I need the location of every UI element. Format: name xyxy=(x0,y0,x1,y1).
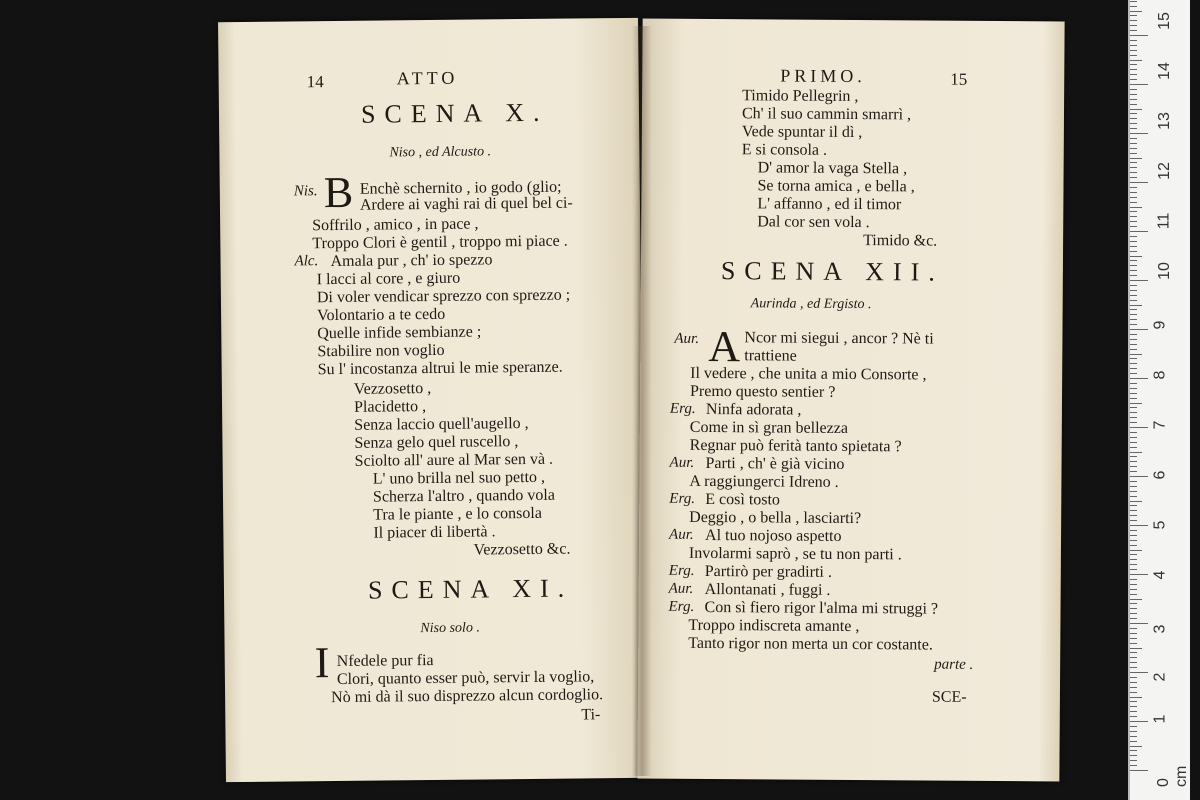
ruler-tick xyxy=(1130,403,1142,404)
ruler-tick xyxy=(1130,579,1137,580)
ruler-tick xyxy=(1130,417,1137,418)
ruler-tick xyxy=(1130,525,1148,526)
ruler-tick xyxy=(1130,30,1137,31)
ruler-tick xyxy=(1130,89,1137,90)
ruler-tick xyxy=(1130,589,1137,590)
ruler-label: 11 xyxy=(1155,212,1173,230)
verse-line: Nò mi dà il suo disprezzo alcun cordoglio. xyxy=(331,686,604,707)
ruler-tick xyxy=(1130,207,1142,208)
ruler-tick xyxy=(1130,711,1137,712)
verse-line: Premo questo sentier ? xyxy=(689,382,836,401)
ruler-tick xyxy=(1130,633,1137,634)
ruler-tick xyxy=(1130,363,1137,364)
verse-line: Ncor mi siegui , ancor ? Nè ti xyxy=(744,329,934,348)
ruler-tick xyxy=(1130,133,1148,134)
ruler-tick xyxy=(1130,270,1137,271)
verse-line: Soffrilo , amico , in pace , xyxy=(312,215,479,235)
ruler-tick xyxy=(1130,496,1137,497)
ruler-tick xyxy=(1130,569,1137,570)
ruler-tick xyxy=(1130,123,1137,124)
ruler-tick xyxy=(1130,540,1137,541)
verse-line: Volontario a te cedo xyxy=(317,305,446,325)
verse-line: Su l' incostanza altrui le mie speranze. xyxy=(317,358,563,379)
ruler-tick xyxy=(1130,55,1137,56)
ruler-tick xyxy=(1130,290,1137,291)
ruler-tick xyxy=(1130,221,1137,222)
ruler-tick xyxy=(1130,731,1137,732)
verse-line: Troppo Clori è gentil , troppo mi piace . xyxy=(312,232,568,253)
verse-line: Regnar può ferità tanto spietata ? xyxy=(689,436,902,456)
verse-line: Il piacer di libertà . xyxy=(373,523,496,542)
scene-title: SCENA XI. xyxy=(367,573,574,605)
scene-characters: Niso , ed Alcusto . xyxy=(389,144,492,161)
drop-cap: B xyxy=(323,167,354,218)
ruler-tick xyxy=(1130,755,1137,756)
ruler-tick xyxy=(1130,432,1137,433)
ruler-label: 12 xyxy=(1155,162,1173,180)
ruler-tick xyxy=(1130,358,1137,359)
verse-line: Partirò per gradirti . xyxy=(704,562,832,581)
ruler-tick xyxy=(1130,550,1142,551)
ruler-tick xyxy=(1130,280,1148,281)
verse-line: Involarmi saprò , se tu non parti . xyxy=(688,544,902,564)
catchword: Ti- xyxy=(581,706,601,724)
ruler-tick xyxy=(1130,657,1137,658)
ruler-tick xyxy=(1130,422,1137,423)
ruler-tick xyxy=(1130,40,1137,41)
ruler-tick xyxy=(1130,20,1137,21)
ruler-tick xyxy=(1130,295,1137,296)
ruler-tick xyxy=(1130,69,1137,70)
ruler-tick xyxy=(1130,324,1137,325)
ruler-tick xyxy=(1130,623,1148,624)
ruler-tick xyxy=(1130,226,1137,227)
ruler-tick xyxy=(1130,594,1137,595)
ruler-tick xyxy=(1130,50,1137,51)
ruler-tick xyxy=(1130,643,1137,644)
ruler-tick xyxy=(1130,672,1148,673)
ruler-label: 13 xyxy=(1155,112,1173,130)
ruler-tick xyxy=(1130,476,1148,477)
ruler-tick xyxy=(1130,501,1142,502)
verse-line: Clori, quanto esser può, servir la voglio, xyxy=(336,668,595,689)
speaker-label: Aur. xyxy=(668,526,694,543)
ruler-tick xyxy=(1130,746,1142,747)
ruler-tick xyxy=(1130,329,1148,330)
ruler-tick xyxy=(1130,300,1137,301)
ruler-label: 1 xyxy=(1151,714,1169,724)
ruler-tick xyxy=(1130,74,1137,75)
ruler-tick xyxy=(1130,412,1137,413)
ruler-tick xyxy=(1130,256,1142,257)
ruler-tick xyxy=(1130,559,1137,560)
ruler-tick xyxy=(1130,564,1137,565)
ruler-tick xyxy=(1130,368,1137,369)
verse-line: Nfedele pur fia xyxy=(336,651,434,671)
verse-line: Ninfa adorata , xyxy=(705,400,802,419)
ruler-tick xyxy=(1130,148,1137,149)
verse-line: Placidetto , xyxy=(353,398,427,416)
ruler-tick xyxy=(1130,393,1137,394)
page-number: 15 xyxy=(950,69,968,89)
ruler-tick xyxy=(1130,373,1137,374)
ruler-tick xyxy=(1130,505,1137,506)
ruler-tick xyxy=(1130,143,1137,144)
ruler-tick xyxy=(1130,128,1137,129)
stage-direction: parte . xyxy=(934,656,974,673)
verse-line: Senza gelo quel ruscello , xyxy=(354,433,519,452)
ruler-tick xyxy=(1130,427,1148,428)
verse-line: Senza laccio quell'augello , xyxy=(354,414,529,434)
ruler-tick xyxy=(1130,677,1137,678)
scene-characters: Aurinda , ed Ergisto . xyxy=(750,296,872,313)
verse-line: A raggiungerci Idreno . xyxy=(689,472,839,491)
verse-line: Quelle infide sembianze ; xyxy=(317,323,482,343)
ruler-tick xyxy=(1130,736,1137,737)
ruler-tick xyxy=(1130,260,1137,261)
ruler-tick xyxy=(1130,741,1137,742)
ruler-tick xyxy=(1130,109,1142,110)
ruler-tick xyxy=(1130,197,1137,198)
speaker-label: Nis. xyxy=(293,183,318,200)
ruler-tick xyxy=(1130,25,1137,26)
ruler-tick xyxy=(1130,692,1137,693)
verse-line: Vezzosetto &c. xyxy=(473,540,571,559)
ruler-tick xyxy=(1130,15,1137,16)
right-page xyxy=(637,19,1064,782)
ruler-tick xyxy=(1130,113,1137,114)
ruler-tick xyxy=(1130,554,1137,555)
ruler-tick xyxy=(1130,216,1137,217)
ruler-tick xyxy=(1130,246,1137,247)
ruler-tick xyxy=(1130,378,1148,379)
ruler-tick xyxy=(1130,648,1142,649)
ruler-tick xyxy=(1130,354,1142,355)
ruler-label: 15 xyxy=(1155,12,1173,30)
ruler-tick xyxy=(1130,442,1137,443)
ruler-label: 2 xyxy=(1151,672,1169,682)
scene-title: SCENA X. xyxy=(360,97,549,129)
ruler-tick xyxy=(1130,603,1137,604)
ruler-tick xyxy=(1130,202,1137,203)
ruler-label: 8 xyxy=(1151,370,1169,380)
ruler-tick xyxy=(1130,251,1137,252)
ruler-tick xyxy=(1130,515,1137,516)
ruler-tick xyxy=(1130,167,1137,168)
ruler-tick xyxy=(1130,275,1137,276)
ruler-tick xyxy=(1130,45,1137,46)
verse-line: Timido &c. xyxy=(863,232,938,250)
ruler-tick xyxy=(1130,750,1137,751)
ruler-tick xyxy=(1130,697,1142,698)
verse-line: Deggio , o bella , lasciarti? xyxy=(689,508,862,528)
verse-line: Tra le piante , e lo consola xyxy=(373,504,542,524)
open-book xyxy=(222,20,1062,780)
ruler-tick xyxy=(1130,182,1148,183)
verse-line: Se torna amica , e bella , xyxy=(757,177,915,196)
verse-line: Tanto rigor non merta un cor costante. xyxy=(688,634,933,654)
verse-line: Timido Pellegrin , xyxy=(742,87,859,106)
speaker-label: Alc. xyxy=(294,253,319,270)
ruler-tick xyxy=(1130,158,1142,159)
ruler-tick xyxy=(1130,265,1137,266)
speaker-label: Erg. xyxy=(669,400,696,417)
speaker-label: Erg. xyxy=(668,562,695,579)
verse-line: Scherza l'altro , quando vola xyxy=(372,486,556,506)
page-number: 14 xyxy=(306,72,324,92)
ruler-tick xyxy=(1130,706,1137,707)
ruler-tick xyxy=(1130,530,1137,531)
verse-line: Amala pur , ch' io spezzo xyxy=(330,251,493,271)
ruler-tick xyxy=(1130,35,1148,36)
verse-line: Dal cor sen vola . xyxy=(757,213,870,232)
verse-line: Con sì fiero rigor l'alma mi struggi ? xyxy=(704,598,939,618)
ruler-tick xyxy=(1130,388,1137,389)
verse-line: Allontanati , fuggi . xyxy=(704,580,831,599)
ruler-tick xyxy=(1130,314,1137,315)
ruler-tick xyxy=(1130,545,1137,546)
verse-line: L' affanno , ed il timor xyxy=(757,195,902,214)
drop-cap: I xyxy=(314,638,330,688)
ruler-tick xyxy=(1130,613,1137,614)
ruler-tick xyxy=(1130,471,1137,472)
ruler-tick xyxy=(1130,236,1137,237)
left-page xyxy=(218,18,646,782)
ruler-tick xyxy=(1130,461,1137,462)
speaker-label: Aur. xyxy=(668,580,694,597)
ruler-tick xyxy=(1130,599,1142,600)
verse-line: trattiene xyxy=(744,347,797,365)
ruler-tick xyxy=(1130,285,1137,286)
verse-line: Stabilire non voglio xyxy=(317,341,445,361)
running-head: ATTO xyxy=(396,67,459,89)
verse-line: Troppo indiscreta amante , xyxy=(688,616,860,636)
ruler-tick xyxy=(1130,172,1137,173)
speaker-label: Aur. xyxy=(669,454,695,471)
ruler-tick xyxy=(1130,231,1148,232)
speaker-label: Aur. xyxy=(674,330,700,347)
ruler-tick xyxy=(1130,682,1137,683)
ruler-tick xyxy=(1130,162,1137,163)
ruler-tick xyxy=(1130,398,1137,399)
ruler-tick xyxy=(1130,309,1137,310)
speaker-label: Erg. xyxy=(668,598,695,615)
ruler-label: 6 xyxy=(1151,470,1169,480)
scene-characters: Niso solo . xyxy=(420,620,480,637)
verse-line: Ch' il suo cammin smarrì , xyxy=(741,105,912,124)
ruler-tick xyxy=(1130,687,1137,688)
ruler-tick xyxy=(1130,716,1137,717)
ruler-tick xyxy=(1130,211,1137,212)
ruler-tick xyxy=(1130,79,1137,80)
speaker-label: Erg. xyxy=(669,490,696,507)
verse-line: D' amor la vaga Stella , xyxy=(757,159,908,178)
ruler-tick xyxy=(1130,456,1137,457)
ruler-tick xyxy=(1130,452,1142,453)
ruler-tick xyxy=(1130,510,1137,511)
ruler-tick xyxy=(1130,383,1137,384)
verse-line: Come in sì gran bellezza xyxy=(689,418,849,437)
ruler-label: 7 xyxy=(1151,420,1169,430)
ruler-tick xyxy=(1130,760,1137,761)
ruler-tick xyxy=(1130,99,1137,100)
verse-line: Di voler vendicar sprezzo con sprezzo ; xyxy=(316,286,571,307)
ruler-tick xyxy=(1130,192,1137,193)
ruler-tick xyxy=(1130,11,1142,12)
drop-cap: A xyxy=(708,322,741,372)
running-head: PRIMO. xyxy=(780,65,866,87)
ruler-tick xyxy=(1130,64,1137,65)
ruler-tick xyxy=(1130,153,1137,154)
ruler-tick xyxy=(1130,118,1137,119)
ruler-tick xyxy=(1130,1,1137,2)
ruler-tick xyxy=(1130,652,1137,653)
verse-line: E si consola . xyxy=(741,141,828,159)
ruler-tick xyxy=(1130,721,1148,722)
ruler-tick xyxy=(1130,334,1137,335)
ruler-tick xyxy=(1130,319,1137,320)
ruler-tick xyxy=(1130,618,1137,619)
ruler-tick xyxy=(1130,491,1137,492)
ruler-tick xyxy=(1130,104,1137,105)
ruler-tick xyxy=(1130,584,1137,585)
verse-line: Ardere ai vaghi rai di quel bel ci- xyxy=(359,194,573,214)
ruler-label: 9 xyxy=(1151,320,1169,330)
ruler-label: 14 xyxy=(1155,62,1173,80)
verse-line: Parti , ch' è già vicino xyxy=(705,454,845,473)
verse-line: Il vedere , che unita a mio Consorte , xyxy=(690,364,927,384)
ruler-tick xyxy=(1130,466,1137,467)
ruler-tick xyxy=(1130,520,1137,521)
ruler-tick xyxy=(1130,187,1137,188)
ruler-tick xyxy=(1130,667,1137,668)
ruler-tick xyxy=(1130,138,1137,139)
ruler-tick xyxy=(1130,94,1137,95)
ruler-tick xyxy=(1130,574,1148,575)
ruler-tick xyxy=(1130,701,1137,702)
ruler-tick xyxy=(1130,628,1137,629)
scene-title: SCENA XII. xyxy=(720,256,944,287)
ruler-tick xyxy=(1130,535,1137,536)
ruler-label: 5 xyxy=(1151,520,1169,530)
ruler-tick xyxy=(1130,447,1137,448)
ruler-tick xyxy=(1130,349,1137,350)
ruler-tick xyxy=(1130,60,1142,61)
ruler-tick xyxy=(1130,662,1137,663)
verse-line: I lacci al core , e giuro xyxy=(316,269,461,289)
ruler-label: 4 xyxy=(1151,570,1169,580)
verse-line: Al tuo nojoso aspetto xyxy=(704,526,842,545)
verse-line: E così tosto xyxy=(705,490,781,509)
ruler-tick xyxy=(1130,241,1137,242)
ruler-tick xyxy=(1130,726,1137,727)
ruler-tick xyxy=(1130,770,1148,771)
ruler-tick xyxy=(1130,344,1137,345)
ruler-label: 0 cm xyxy=(1155,765,1190,787)
ruler-tick xyxy=(1130,765,1137,766)
ruler-label: 10 xyxy=(1155,262,1173,280)
ruler-tick xyxy=(1130,608,1137,609)
verse-line: Vezzosetto , xyxy=(353,380,432,398)
ruler-tick xyxy=(1130,437,1137,438)
ruler-tick xyxy=(1130,305,1142,306)
ruler-tick xyxy=(1130,339,1137,340)
ruler-tick xyxy=(1130,486,1137,487)
ruler-tick xyxy=(1130,481,1137,482)
verse-line: Enchè schernito , io godo (glio; xyxy=(359,178,562,198)
measuring-ruler xyxy=(1128,0,1190,800)
ruler-tick xyxy=(1130,6,1137,7)
verse-line: Vede spuntar il dì , xyxy=(741,123,863,142)
ruler-tick xyxy=(1130,407,1137,408)
verse-line: L' uno brilla nel suo petto , xyxy=(372,468,546,488)
ruler-tick xyxy=(1130,84,1148,85)
catchword: SCE- xyxy=(931,688,967,706)
ruler-tick xyxy=(1130,177,1137,178)
book-gutter xyxy=(632,26,652,776)
ruler-label: 3 xyxy=(1151,624,1169,634)
ruler-tick xyxy=(1130,638,1137,639)
verse-line: Sciolto all' aure al Mar sen và . xyxy=(354,450,554,470)
